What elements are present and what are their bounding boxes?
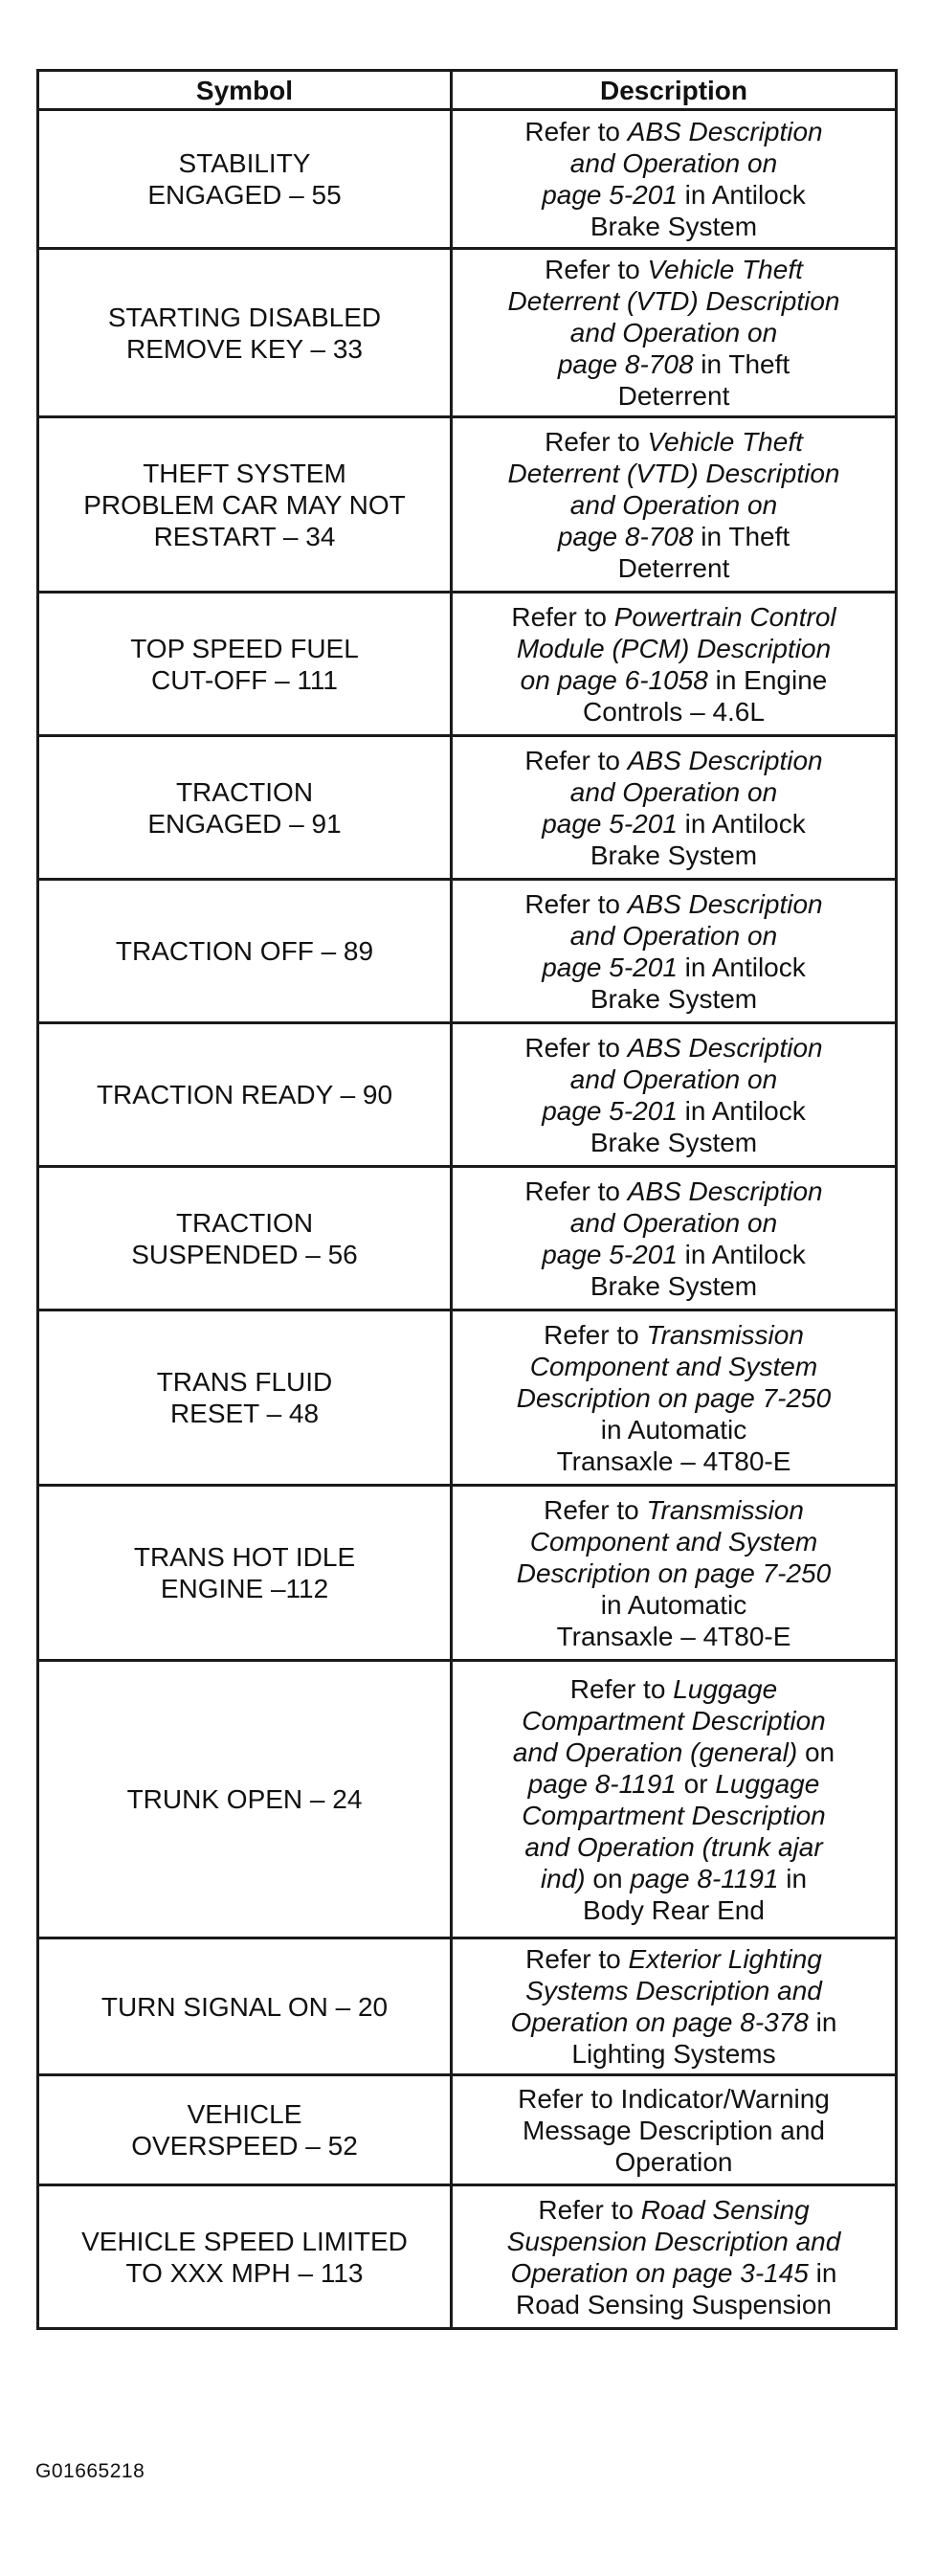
description-reference-text: ABS Description (627, 1032, 823, 1063)
description-reference-text: ABS Description (627, 745, 823, 775)
symbol-text-line: ENGINE –112 (160, 1574, 329, 1603)
description-cell (452, 1486, 897, 1661)
description-text: in Antilock (677, 1239, 806, 1269)
description-text-line (456, 285, 891, 317)
description-text-line (456, 1176, 891, 1207)
description-reference-text: ABS Description (627, 1176, 823, 1206)
description-text: in Antilock (677, 952, 806, 982)
description-reference-text: and Operation on (569, 1064, 778, 1094)
description-text: Lighting Systems (571, 2039, 776, 2069)
table-body (38, 110, 897, 2329)
description-text: Controls – 4.6L (583, 696, 765, 727)
description-text-line (456, 317, 891, 348)
description-text-line (456, 2194, 891, 2226)
symbol-cell (38, 1310, 452, 1486)
description-text-line (456, 2226, 891, 2257)
description-text: Road Sensing Suspension (515, 2289, 832, 2319)
description-text-line (456, 1445, 891, 1477)
description-text-line (456, 211, 891, 242)
symbol-cell (38, 1167, 452, 1310)
description-reference-text: and Operation on (569, 776, 778, 807)
description-cell (452, 110, 897, 249)
table-row (38, 2075, 897, 2185)
table-row (38, 1310, 897, 1486)
description-text: Brake System (590, 212, 758, 241)
description-reference-text: Deterrent (VTD) Description (507, 286, 840, 316)
description-text-line (456, 1414, 891, 1445)
symbol-cell (38, 880, 452, 1023)
description-text: in Theft (693, 521, 790, 551)
description-text: Refer to (511, 601, 614, 632)
description-reference-text: Description on page 7-250 (516, 1382, 832, 1413)
description-reference-text: page 5-201 (542, 1239, 678, 1269)
symbol-text-line: TRACTION READY – 90 (96, 1080, 393, 1109)
symbol-text-line: OVERSPEED – 52 (131, 2131, 358, 2161)
symbol-cell (38, 1486, 452, 1661)
description-reference-text: Powertrain Control (613, 601, 836, 632)
description-text: in Theft (693, 349, 790, 379)
description-text-line (456, 348, 891, 380)
description-cell (452, 736, 897, 880)
description-cell (452, 249, 897, 417)
description-text: Refer to Indicator/Warning (518, 2083, 830, 2114)
description-reference-text: Luggage (715, 1768, 820, 1799)
symbol-text-line: TOP SPEED FUEL (130, 633, 359, 663)
description-text-line (456, 1239, 891, 1270)
symbol-cell (38, 1023, 452, 1167)
symbol-text-line: TRACTION OFF – 89 (115, 936, 374, 966)
description-text: Refer to (544, 1494, 647, 1525)
description-reference-text: Luggage (673, 1673, 778, 1704)
description-text-line (456, 426, 891, 458)
table-row (38, 736, 897, 880)
symbol-text-line: VEHICLE (187, 2099, 302, 2129)
description-reference-text: Suspension Description and (506, 2226, 841, 2256)
description-reference-text: Vehicle Theft (647, 426, 803, 457)
description-reference-text: Operation on page 8-378 (510, 2007, 809, 2037)
description-text-line (456, 1831, 891, 1863)
description-reference-text: Systems Description and (525, 1976, 822, 2005)
description-text: Deterrent (617, 381, 730, 411)
symbol-cell (38, 1938, 452, 2075)
description-cell (452, 1661, 897, 1938)
description-reference-text: ABS Description (627, 117, 823, 146)
description-text: in Engine (707, 664, 828, 695)
description-text: Brake System (590, 840, 758, 870)
description-text-line (456, 1526, 891, 1557)
description-text: in (808, 2007, 837, 2037)
symbol-text-line: REMOVE KEY – 33 (126, 333, 363, 364)
symbol-text-line: TO XXX MPH – 113 (125, 2257, 364, 2288)
symbol-text-line: RESET – 48 (169, 1399, 320, 1428)
symbol-text-line: TRANS FLUID (156, 1367, 333, 1397)
description-text-line (456, 1894, 891, 1926)
description-text: Refer to (538, 2194, 641, 2225)
description-text-line (456, 1673, 891, 1705)
description-text: Refer to (544, 1319, 647, 1350)
description-reference-text: page 8-1191 (527, 1768, 677, 1799)
description-cell (452, 1310, 897, 1486)
description-text-line (456, 1557, 891, 1589)
symbol-text-line: VEHICLE SPEED LIMITED (81, 2226, 408, 2256)
description-text: Refer to (545, 255, 648, 284)
symbol-text-line: SUSPENDED – 56 (131, 1239, 358, 1269)
description-text-line (456, 458, 891, 489)
description-reference-text: page 5-201 (542, 1095, 678, 1126)
description-text-line (456, 2146, 891, 2178)
description-reference-text: Exterior Lighting (628, 1944, 822, 1974)
description-reference-text: Compartment Description (522, 1800, 826, 1830)
table-row (38, 880, 897, 1023)
description-text: in Antilock (677, 180, 806, 210)
description-cell (452, 417, 897, 593)
description-cell (452, 2185, 897, 2329)
description-text-line (456, 1621, 891, 1652)
symbol-text-line: TRACTION (175, 1207, 314, 1238)
description-text-line (456, 2006, 891, 2038)
description-text: Refer to (524, 888, 628, 919)
description-text-line (456, 489, 891, 521)
description-reference-text: page 8-708 (557, 521, 694, 551)
description-reference-text: Operation on page 3-145 (510, 2257, 809, 2288)
table-row (38, 1938, 897, 2075)
description-text: on (797, 1736, 835, 1767)
description-text: Body Rear End (583, 1894, 765, 1925)
description-text-line (456, 1943, 891, 1975)
description-reference-text: Transmission (646, 1319, 804, 1350)
description-text-line (456, 888, 891, 920)
symbol-cell (38, 2185, 452, 2329)
symbol-text-line: STABILITY (178, 148, 311, 178)
symbol-cell (38, 417, 452, 593)
description-text-line (456, 952, 891, 983)
description-column-header: Description (452, 71, 897, 110)
table-row (38, 2185, 897, 2329)
description-reference-text: Module (PCM) Description (516, 633, 832, 663)
table-row (38, 1167, 897, 1310)
description-reference-text: ABS Description (627, 888, 823, 919)
description-text-line (456, 1270, 891, 1302)
description-reference-text: page 5-201 (542, 952, 678, 982)
description-text: Refer to (525, 1944, 629, 1974)
description-text-line (456, 745, 891, 776)
table-row (38, 1661, 897, 1938)
description-cell (452, 1023, 897, 1167)
description-text-line (456, 1800, 891, 1831)
symbol-cell (38, 249, 452, 417)
description-reference-text: page 5-201 (542, 808, 678, 839)
symbol-description-table (36, 69, 898, 2330)
description-text-line (456, 1064, 891, 1095)
description-text-line (456, 2289, 891, 2320)
description-cell (452, 593, 897, 736)
symbol-text-line: RESTART – 34 (153, 521, 336, 551)
description-text: in Automatic (600, 1589, 747, 1620)
description-text: Refer to (524, 745, 628, 775)
description-text-line (456, 808, 891, 840)
description-reference-text: and Operation on (569, 148, 778, 178)
description-text-line (456, 983, 891, 1015)
description-text: in Automatic (600, 1414, 747, 1445)
description-text-line (456, 521, 891, 552)
symbol-cell (38, 2075, 452, 2185)
description-reference-text: Vehicle Theft (647, 255, 803, 284)
description-text: or (676, 1768, 716, 1799)
description-text-line (456, 1768, 891, 1800)
description-reference-text: and Operation (trunk ajar (524, 1831, 823, 1862)
description-cell (452, 1167, 897, 1310)
description-text: Transaxle – 4T80-E (556, 1445, 791, 1476)
description-text-line (456, 1095, 891, 1127)
symbol-text-line: TRUNK OPEN – 24 (126, 1784, 363, 1814)
description-text-line (456, 696, 891, 728)
symbol-cell (38, 593, 452, 736)
description-text-line (456, 840, 891, 871)
description-text: Brake System (590, 983, 758, 1014)
description-reference-text: Component and System (529, 1351, 818, 1381)
description-reference-text: Deterrent (VTD) Description (507, 458, 840, 488)
description-text-line (456, 633, 891, 664)
description-cell (452, 880, 897, 1023)
figure-id-label: G01665218 (35, 2460, 145, 2482)
description-text: Brake System (590, 1270, 758, 1301)
symbol-text-line: TRACTION (175, 776, 314, 807)
table-row (38, 593, 897, 736)
description-text-line (456, 254, 891, 285)
description-text: Refer to (524, 117, 628, 146)
table-row (38, 249, 897, 417)
description-reference-text: Transmission (646, 1494, 804, 1525)
description-text-line (456, 1863, 891, 1894)
description-text: in (778, 1863, 808, 1893)
description-reference-text: and Operation on (569, 1207, 778, 1238)
description-text-line (456, 1736, 891, 1768)
description-reference-text: and Operation on (569, 920, 778, 951)
description-cell (452, 2075, 897, 2185)
description-reference-text: Component and System (529, 1526, 818, 1557)
description-text-line (456, 147, 891, 179)
description-text: in (808, 2257, 837, 2288)
symbol-text-line: TURN SIGNAL ON – 20 (100, 1991, 389, 2022)
symbol-column-header: Symbol (38, 71, 452, 110)
description-text: Transaxle – 4T80-E (556, 1621, 791, 1651)
description-text: Refer to (524, 1176, 628, 1206)
table-row (38, 417, 897, 593)
symbol-cell (38, 1661, 452, 1938)
description-reference-text: page 5-201 (542, 180, 678, 210)
description-text-line (456, 601, 891, 633)
symbol-text-line: PROBLEM CAR MAY NOT (83, 489, 406, 520)
symbol-cell (38, 736, 452, 880)
description-text: in Antilock (677, 1095, 806, 1126)
description-text: Refer to (569, 1673, 674, 1704)
description-text-line (456, 2038, 891, 2070)
table-row (38, 110, 897, 249)
description-text-line (456, 1127, 891, 1158)
description-text-line (456, 1705, 891, 1736)
description-text-line (456, 664, 891, 696)
description-text: Operation (614, 2146, 733, 2177)
description-text-line (456, 1975, 891, 2006)
description-reference-text: Road Sensing (640, 2194, 810, 2225)
symbol-text-line: TRANS HOT IDLE (133, 1542, 356, 1572)
description-text-line (456, 1494, 891, 1526)
description-reference-text: ind) (540, 1863, 586, 1893)
description-text: Refer to (545, 426, 648, 457)
description-text-line (456, 552, 891, 584)
symbol-text-line: ENGAGED – 55 (147, 180, 342, 210)
description-reference-text: on page 6-1058 (520, 664, 708, 695)
description-text-line (456, 1589, 891, 1621)
description-cell (452, 1938, 897, 2075)
description-text-line (456, 1382, 891, 1414)
description-text-line (456, 179, 891, 211)
description-reference-text: and Operation on (569, 489, 778, 520)
description-text-line (456, 776, 891, 808)
description-text-line (456, 2257, 891, 2289)
description-reference-text: and Operation on (569, 318, 778, 347)
description-text: Refer to (524, 1032, 628, 1063)
description-text-line (456, 380, 891, 412)
symbol-text-line: STARTING DISABLED (107, 302, 382, 332)
description-text-line (456, 1207, 891, 1239)
symbol-text-line: ENGAGED – 91 (147, 808, 342, 839)
table-row (38, 1486, 897, 1661)
description-text-line (456, 2083, 891, 2115)
description-text: in Antilock (677, 808, 806, 839)
description-text-line (456, 1351, 891, 1382)
symbol-cell (38, 110, 452, 249)
description-reference-text: Description on page 7-250 (516, 1557, 832, 1588)
table-row (38, 1023, 897, 1167)
description-text-line (456, 920, 891, 952)
description-text-line (456, 1032, 891, 1064)
symbol-text-line: CUT-OFF – 111 (150, 664, 338, 695)
description-reference-text: page 8-708 (557, 349, 694, 379)
description-reference-text: page 8-1191 (630, 1863, 779, 1893)
symbol-text-line: THEFT SYSTEM (143, 458, 346, 488)
description-text: on (585, 1863, 631, 1893)
description-text: Message Description and (523, 2115, 825, 2145)
description-text-line (456, 116, 891, 147)
description-text: Deterrent (617, 552, 730, 583)
description-reference-text: Compartment Description (522, 1705, 826, 1736)
description-reference-text: and Operation (general) (512, 1736, 798, 1767)
description-text-line (456, 2115, 891, 2146)
description-text: Brake System (590, 1127, 758, 1157)
description-text-line (456, 1319, 891, 1351)
table-header-row (38, 71, 897, 110)
